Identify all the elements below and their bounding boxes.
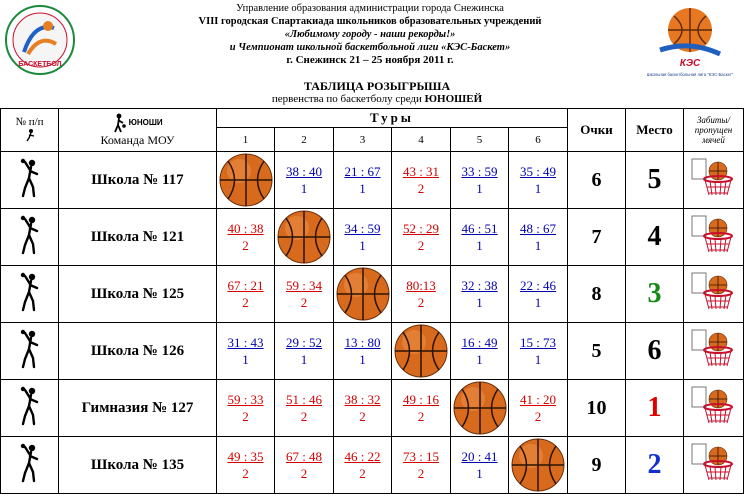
score-points: 2 (359, 466, 366, 481)
tournament-table (0, 108, 744, 494)
row-icon-cell (1, 323, 59, 380)
svg-text:КЭС: КЭС (679, 58, 701, 69)
table-row (1, 209, 744, 266)
score-value: 48 : 67 (519, 221, 557, 236)
score-value: 31 : 43 (227, 335, 264, 350)
scored-conceded-cell (684, 209, 744, 266)
score-value: 49 : 16 (402, 392, 440, 407)
header-points: Очки (568, 109, 626, 152)
final-place: 4 (626, 209, 684, 266)
kes-basket-logo-icon (646, 4, 734, 84)
header-line-2: VIII городская Спартакиада школьников образовательных учреждений (198, 16, 542, 27)
table-title: ТАБЛИЦА РОЗЫГРЫША (303, 79, 451, 93)
score-value: 51 : 46 (285, 392, 323, 407)
score-value: 21 : 67 (344, 164, 381, 179)
total-points: 9 (568, 437, 626, 494)
table-row (1, 437, 744, 494)
header-line-3: «Любимому городу - наши рекорды!» (284, 29, 456, 40)
basketball-icon (277, 210, 331, 264)
table-subtitle: первенства по баскетболу среди ЮНОШЕЙ (271, 93, 483, 105)
match-score (392, 209, 451, 266)
tour-number-4: 4 (392, 128, 451, 152)
score-points: 1 (359, 181, 366, 196)
score-value: 67 : 21 (227, 278, 264, 293)
team-name: Школа № 121 (59, 209, 217, 266)
match-score (275, 323, 334, 380)
score-points: 2 (242, 238, 249, 253)
row-icon-cell (1, 209, 59, 266)
score-value: 59 : 33 (227, 392, 264, 407)
row-icon-cell (1, 437, 59, 494)
score-points: 1 (534, 295, 542, 310)
score-value: 41 : 20 (519, 392, 557, 407)
diagonal-ball-cell (509, 437, 568, 494)
match-score (334, 323, 392, 380)
header-place: Место (626, 109, 684, 152)
document-header (0, 0, 754, 108)
table-row (1, 323, 744, 380)
scored-conceded-cell (684, 380, 744, 437)
match-score (451, 209, 509, 266)
score-value: 38 : 40 (285, 164, 323, 179)
score-value: 16 : 49 (461, 335, 498, 350)
score-value: 40 : 38 (227, 221, 264, 236)
match-score (509, 209, 568, 266)
basketball-player-icon (19, 386, 41, 426)
basketball-icon (453, 381, 507, 435)
score-points: 1 (534, 352, 542, 367)
match-score (392, 380, 451, 437)
match-score (451, 323, 509, 380)
match-score (392, 437, 451, 494)
score-value: 73 : 15 (402, 449, 440, 464)
score-points: 1 (359, 238, 366, 253)
match-score (275, 266, 334, 323)
basketball-player-icon (19, 272, 41, 312)
team-name: Школа № 117 (59, 152, 217, 209)
score-value: 20 : 41 (461, 449, 498, 464)
score-points: 1 (300, 181, 308, 196)
score-points: 2 (300, 466, 308, 481)
score-value: 32 : 38 (461, 278, 498, 293)
row-icon-cell (1, 152, 59, 209)
score-value: 35 : 49 (519, 164, 557, 179)
table-row (1, 266, 744, 323)
basketball-player-icon (19, 215, 41, 255)
basketball-hoop-icon (690, 328, 738, 370)
header-line-5: г. Снежинск 21 – 25 ноября 2011 г. (286, 54, 454, 66)
final-place: 2 (626, 437, 684, 494)
match-score (392, 152, 451, 209)
score-points: 2 (417, 409, 425, 424)
diagonal-ball-cell (451, 380, 509, 437)
match-score (334, 209, 392, 266)
score-value: 46 : 22 (344, 449, 381, 464)
basketball-hoop-icon (690, 271, 738, 313)
scored-conceded-cell (684, 152, 744, 209)
svg-text:БАСКЕТБОЛ: БАСКЕТБОЛ (18, 61, 62, 68)
match-score (275, 380, 334, 437)
score-points: 2 (359, 409, 366, 424)
score-value: 33 : 59 (461, 164, 498, 179)
score-points: 1 (359, 352, 366, 367)
score-value: 67 : 48 (285, 449, 323, 464)
score-value: 22 : 46 (519, 278, 557, 293)
match-score (217, 209, 275, 266)
basketball-icon (219, 153, 273, 207)
final-place: 6 (626, 323, 684, 380)
score-points: 1 (242, 352, 249, 367)
match-score (334, 152, 392, 209)
header-tours: Туры (217, 109, 568, 128)
score-value: 38 : 32 (344, 392, 381, 407)
score-points: 2 (417, 466, 425, 481)
row-icon-cell (1, 266, 59, 323)
match-score (509, 152, 568, 209)
score-points: 1 (534, 181, 542, 196)
score-points: 2 (417, 295, 425, 310)
score-value: 46 : 51 (461, 221, 498, 236)
score-points: 2 (242, 295, 249, 310)
header-scored: Забиты/ пропущен мячей (684, 109, 744, 152)
match-score (509, 323, 568, 380)
header-line-4: и Чемпионат школьной баскетбольной лиги «КЭС-Баскет» (229, 42, 511, 53)
table-row (1, 380, 744, 437)
score-points: 1 (300, 352, 308, 367)
score-points: 2 (417, 181, 425, 196)
basketball-player-icon (19, 329, 41, 369)
score-value: 80:13 (406, 278, 436, 293)
score-points: 2 (417, 238, 425, 253)
match-score (509, 380, 568, 437)
player-dribble-icon (112, 113, 126, 133)
diagonal-ball-cell (392, 323, 451, 380)
total-points: 7 (568, 209, 626, 266)
basketball-hoop-icon (690, 385, 738, 427)
basketball-icon (511, 438, 565, 492)
score-value: 43 : 31 (402, 164, 440, 179)
match-score (451, 266, 509, 323)
scored-conceded-cell (684, 323, 744, 380)
team-name: Гимназия № 127 (59, 380, 217, 437)
basketball-icon (336, 267, 390, 321)
basketball-icon (394, 324, 448, 378)
match-score (334, 437, 392, 494)
diagonal-ball-cell (334, 266, 392, 323)
basketball-hoop-icon (690, 214, 738, 256)
score-points: 1 (534, 238, 542, 253)
match-score (392, 266, 451, 323)
team-name: Школа № 125 (59, 266, 217, 323)
match-score (217, 380, 275, 437)
tour-number-6: 6 (509, 128, 568, 152)
score-points: 1 (476, 295, 483, 310)
small-player-icon (22, 128, 38, 142)
score-points: 1 (476, 181, 483, 196)
score-points: 2 (242, 466, 249, 481)
match-score (275, 437, 334, 494)
match-score (451, 437, 509, 494)
match-score (217, 323, 275, 380)
basketball-hoop-icon (690, 157, 738, 199)
score-value: 52 : 29 (402, 221, 440, 236)
basketball-player-icon (19, 443, 41, 483)
score-points: 1 (476, 352, 483, 367)
final-place: 1 (626, 380, 684, 437)
score-value: 59 : 34 (285, 278, 323, 293)
score-points: 2 (534, 409, 542, 424)
match-score (334, 380, 392, 437)
score-value: 15 : 73 (519, 335, 557, 350)
row-icon-cell (1, 380, 59, 437)
scored-conceded-cell (684, 266, 744, 323)
tour-number-2: 2 (275, 128, 334, 152)
match-score (509, 266, 568, 323)
score-value: 13 : 80 (344, 335, 381, 350)
score-value: 29 : 52 (285, 335, 323, 350)
final-place: 5 (626, 152, 684, 209)
diagonal-ball-cell (275, 209, 334, 266)
table-row (1, 152, 744, 209)
team-name: Школа № 126 (59, 323, 217, 380)
score-points: 1 (476, 466, 483, 481)
right-logo-caption: Школьная баскетбольная лига "КЭС-Баскет" (646, 72, 734, 77)
total-points: 10 (568, 380, 626, 437)
tour-number-3: 3 (334, 128, 392, 152)
diagonal-ball-cell (217, 152, 275, 209)
tour-number-5: 5 (451, 128, 509, 152)
total-points: 8 (568, 266, 626, 323)
match-score (217, 266, 275, 323)
score-points: 2 (242, 409, 249, 424)
match-score (217, 437, 275, 494)
final-place: 3 (626, 266, 684, 323)
basketball-player-icon (19, 158, 41, 198)
total-points: 6 (568, 152, 626, 209)
header-line-1: Управление образования администрации города Снежинска (236, 3, 504, 14)
score-value: 49 : 35 (227, 449, 264, 464)
total-points: 5 (568, 323, 626, 380)
spartakiada-logo-icon (4, 4, 76, 76)
scored-conceded-cell (684, 437, 744, 494)
score-points: 2 (300, 295, 308, 310)
score-points: 1 (476, 238, 483, 253)
match-score (275, 152, 334, 209)
team-name: Школа № 135 (59, 437, 217, 494)
basketball-hoop-icon (690, 442, 738, 484)
score-points: 2 (300, 409, 308, 424)
match-score (451, 152, 509, 209)
header-num: № п/п (1, 109, 59, 152)
header-team: ЮНОШИ Команда МОУ (59, 109, 217, 152)
tour-number-1: 1 (217, 128, 275, 152)
score-value: 34 : 59 (344, 221, 381, 236)
